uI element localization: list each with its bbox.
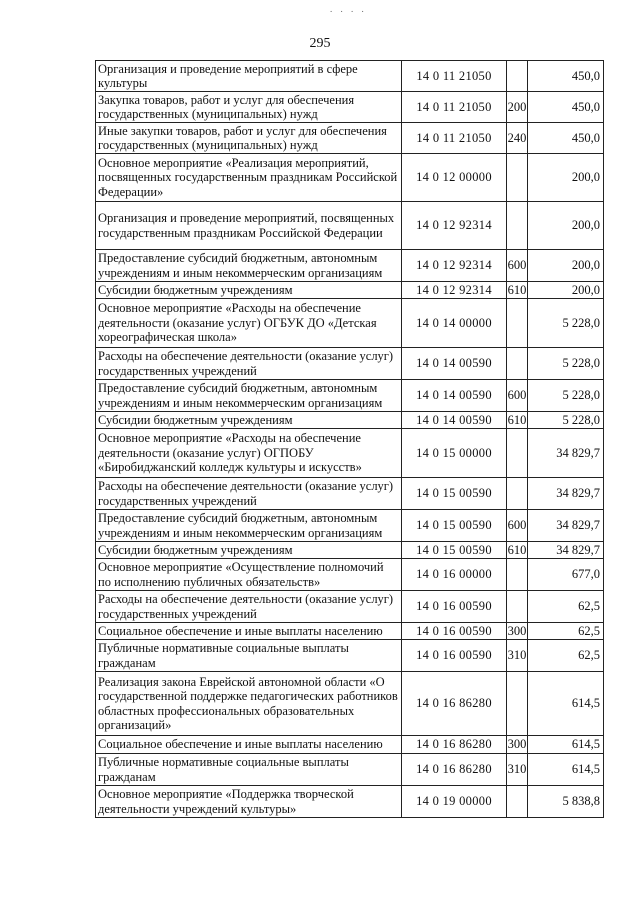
table-row bbox=[96, 429, 604, 478]
table-row bbox=[96, 380, 604, 412]
row-amount: 62,5 bbox=[528, 623, 604, 640]
table-row bbox=[96, 299, 604, 348]
row-name: Основное мероприятие «Поддержка творческой деятельности учреждений культуры» bbox=[96, 786, 402, 818]
row-expense-type: 610 bbox=[507, 282, 527, 297]
row-name: Расходы на обеспечение деятельности (оказание услуг) государственных учреждений bbox=[96, 591, 402, 623]
row-code: 14 0 16 86280 bbox=[402, 754, 507, 786]
row-amount: 450,0 bbox=[528, 61, 604, 92]
row-code: 14 0 19 00000 bbox=[402, 786, 507, 818]
row-code: 14 0 12 92314 bbox=[402, 282, 507, 299]
row-expense-type bbox=[507, 299, 528, 348]
table-row bbox=[96, 250, 604, 282]
row-code: 14 0 11 21050 bbox=[402, 123, 507, 154]
row-amount: 614,5 bbox=[528, 672, 604, 736]
row-amount: 614,5 bbox=[528, 754, 604, 786]
row-amount: 5 228,0 bbox=[528, 348, 604, 380]
row-name: Публичные нормативные социальные выплаты гражданам bbox=[96, 640, 402, 672]
row-amount: 200,0 bbox=[528, 202, 604, 250]
row-name: Публичные нормативные социальные выплаты гражданам bbox=[96, 754, 402, 786]
table-row bbox=[96, 542, 604, 559]
table-row bbox=[96, 92, 604, 123]
row-name: Иные закупки товаров, работ и услуг для обеспечения государственных (муниципальных) нужд bbox=[96, 123, 402, 154]
row-name: Субсидии бюджетным учреждениям bbox=[96, 542, 402, 559]
row-name: Субсидии бюджетным учреждениям bbox=[96, 282, 402, 299]
table-row bbox=[96, 591, 604, 623]
table-row bbox=[96, 623, 604, 640]
table-row bbox=[96, 672, 604, 736]
row-expense-type bbox=[507, 154, 528, 202]
row-amount: 5 228,0 bbox=[528, 380, 604, 412]
row-code: 14 0 16 86280 bbox=[402, 736, 507, 754]
row-amount: 614,5 bbox=[528, 736, 604, 754]
row-expense-type: 610 bbox=[507, 412, 527, 427]
row-amount: 34 829,7 bbox=[528, 429, 604, 478]
row-name: Предоставление субсидий бюджетным, автономным учреждениям и иным некоммерческим организациям bbox=[96, 380, 402, 412]
row-amount: 34 829,7 bbox=[528, 478, 604, 510]
budget-table bbox=[95, 60, 604, 818]
row-expense-type: 310 bbox=[507, 754, 528, 786]
row-name: Социальное обеспечение и иные выплаты населению bbox=[96, 623, 402, 640]
row-name: Расходы на обеспечение деятельности (оказание услуг) государственных учреждений bbox=[96, 478, 402, 510]
row-name: Основное мероприятие «Расходы на обеспечение деятельности (оказание услуг) ОГПОБУ «Биробиджанский колледж культуры и искусств» bbox=[96, 429, 402, 478]
row-expense-type: 300 bbox=[507, 623, 527, 638]
budget-table-body bbox=[96, 61, 604, 818]
row-expense-type bbox=[507, 429, 528, 478]
table-row bbox=[96, 348, 604, 380]
row-amount: 677,0 bbox=[528, 559, 604, 591]
row-expense-type bbox=[507, 202, 528, 250]
row-name: Субсидии бюджетным учреждениям bbox=[96, 412, 402, 429]
row-code: 14 0 14 00590 bbox=[402, 412, 507, 429]
row-code: 14 0 16 00000 bbox=[402, 559, 507, 591]
row-expense-type bbox=[507, 591, 528, 623]
row-expense-type bbox=[507, 672, 528, 736]
table-row bbox=[96, 478, 604, 510]
row-code: 14 0 15 00590 bbox=[402, 542, 507, 559]
row-amount: 200,0 bbox=[528, 250, 604, 282]
row-name: Закупка товаров, работ и услуг для обеспечения государственных (муниципальных) нужд bbox=[96, 92, 402, 123]
header-dots: . . . . bbox=[330, 4, 367, 14]
row-name: Организация и проведение мероприятий в сфере культуры bbox=[96, 61, 402, 92]
row-name: Основное мероприятие «Осуществление полномочий по исполнению публичных обязательств» bbox=[96, 559, 402, 591]
row-amount: 62,5 bbox=[528, 591, 604, 623]
row-amount: 450,0 bbox=[528, 123, 604, 154]
row-name: Социальное обеспечение и иные выплаты населению bbox=[96, 736, 402, 754]
table-row bbox=[96, 559, 604, 591]
row-name: Основное мероприятие «Реализация мероприятий, посвященных государственным праздникам Российской Федерации» bbox=[96, 154, 402, 202]
row-amount: 5 228,0 bbox=[528, 412, 604, 429]
table-row bbox=[96, 282, 604, 299]
row-code: 14 0 16 86280 bbox=[402, 672, 507, 736]
row-name: Реализация закона Еврейской автономной области «О государственной поддержке педагогических работников областных профессиональных образовательных организаций» bbox=[96, 672, 402, 736]
row-expense-type bbox=[507, 478, 528, 510]
row-expense-type: 310 bbox=[507, 640, 528, 672]
row-code: 14 0 16 00590 bbox=[402, 640, 507, 672]
row-expense-type bbox=[507, 559, 528, 591]
row-expense-type: 600 bbox=[507, 380, 528, 412]
row-code: 14 0 12 00000 bbox=[402, 154, 507, 202]
row-amount: 62,5 bbox=[528, 640, 604, 672]
row-name: Организация и проведение мероприятий, посвященных государственным праздникам Российской Федерации bbox=[96, 202, 402, 250]
row-expense-type: 240 bbox=[507, 123, 528, 154]
row-amount: 34 829,7 bbox=[528, 510, 604, 542]
row-code: 14 0 16 00590 bbox=[402, 591, 507, 623]
table-row bbox=[96, 412, 604, 429]
row-expense-type: 600 bbox=[507, 510, 528, 542]
row-expense-type: 600 bbox=[507, 250, 528, 282]
row-amount: 450,0 bbox=[528, 92, 604, 123]
row-code: 14 0 11 21050 bbox=[402, 61, 507, 92]
row-name: Предоставление субсидий бюджетным, автономным учреждениям и иным некоммерческим организациям bbox=[96, 510, 402, 542]
row-code: 14 0 15 00590 bbox=[402, 510, 507, 542]
row-code: 14 0 11 21050 bbox=[402, 92, 507, 123]
table-row bbox=[96, 640, 604, 672]
row-amount: 5 838,8 bbox=[528, 786, 604, 818]
row-code: 14 0 14 00590 bbox=[402, 348, 507, 380]
row-code: 14 0 15 00590 bbox=[402, 478, 507, 510]
row-code: 14 0 14 00000 bbox=[402, 299, 507, 348]
row-name: Предоставление субсидий бюджетным, автономным учреждениям и иным некоммерческим организациям bbox=[96, 250, 402, 282]
row-code: 14 0 14 00590 bbox=[402, 380, 507, 412]
row-expense-type bbox=[507, 61, 528, 92]
table-row bbox=[96, 754, 604, 786]
row-amount: 34 829,7 bbox=[528, 542, 604, 559]
table-row bbox=[96, 154, 604, 202]
table-row bbox=[96, 123, 604, 154]
row-amount: 200,0 bbox=[528, 154, 604, 202]
row-code: 14 0 16 00590 bbox=[402, 623, 507, 640]
row-amount: 5 228,0 bbox=[528, 299, 604, 348]
table-row bbox=[96, 202, 604, 250]
row-expense-type: 300 bbox=[507, 736, 528, 754]
row-expense-type bbox=[507, 348, 528, 380]
page-number: 295 bbox=[309, 36, 331, 51]
row-code: 14 0 15 00000 bbox=[402, 429, 507, 478]
row-code: 14 0 12 92314 bbox=[402, 202, 507, 250]
row-name: Основное мероприятие «Расходы на обеспечение деятельности (оказание услуг) ОГБУК ДО «Детская хореографическая школа» bbox=[96, 299, 402, 348]
row-expense-type bbox=[507, 786, 528, 818]
row-expense-type: 200 bbox=[507, 92, 528, 123]
row-expense-type: 610 bbox=[507, 542, 527, 557]
row-amount: 200,0 bbox=[528, 282, 604, 299]
table-row bbox=[96, 786, 604, 818]
row-code: 14 0 12 92314 bbox=[402, 250, 507, 282]
table-row bbox=[96, 736, 604, 754]
table-row bbox=[96, 61, 604, 92]
table-row bbox=[96, 510, 604, 542]
row-name: Расходы на обеспечение деятельности (оказание услуг) государственных учреждений bbox=[96, 348, 402, 380]
